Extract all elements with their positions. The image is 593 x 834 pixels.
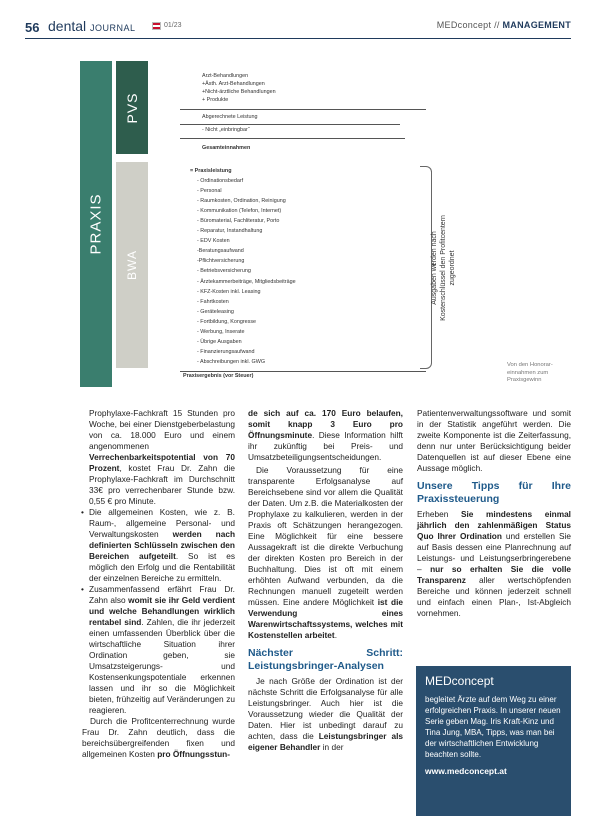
paragraph xyxy=(417,509,571,619)
website-link[interactable]: www.medconcept.at xyxy=(425,766,507,776)
pvs-item: + Produkte xyxy=(202,97,229,103)
bwa-bar xyxy=(116,162,148,368)
bwa-item: - Kommunikation (Telefon, Internet) xyxy=(197,208,282,215)
paragraph xyxy=(248,408,403,463)
divider-line xyxy=(180,138,405,139)
bwa-item: - Werbung, Inserate xyxy=(197,328,245,335)
bwa-item: - Fortbildung, Kongresse xyxy=(197,318,257,325)
section-label xyxy=(437,20,571,30)
pvs-item: +Ästh. Arzt-Behandlungen xyxy=(202,81,265,87)
austria-flag-icon xyxy=(152,22,161,30)
issue-number: 01/23 xyxy=(164,22,182,29)
text-run: . xyxy=(334,630,337,640)
bwa-item: - EDV Kosten xyxy=(197,238,230,245)
text-run-bold: werden nach definierten Schlüsseln zwischen den Bereichen aufgeteilt xyxy=(89,529,236,561)
text-run: Die allgemeinen Kosten, wie z. B. Raum-, allgemeine Personal- und Verwaltungskosten xyxy=(89,507,235,539)
bwa-item: - Personal xyxy=(197,188,222,195)
paragraph xyxy=(248,676,403,753)
text-run-bold: Leistungsbringer als eigener Behandler xyxy=(248,731,404,752)
text-run-bold: nur so erhalten Sie die volle Transparenz xyxy=(417,564,572,585)
pvs-bar xyxy=(116,61,148,154)
bwa-item: - Finanzierungsaufwand xyxy=(197,348,255,355)
gesamteinnahmen: Gesamteinnahmen xyxy=(202,145,251,151)
page-header xyxy=(0,8,593,40)
medconcept-logo: MEDconcept xyxy=(425,674,494,688)
bwa-item: - Geräteleasing xyxy=(197,308,234,315)
info-box-text: begleitet Ärzte auf dem Weg zu einer erfolgreichen Praxis. In unserer neuen Serie geben Mag. Iris Kraft-Kinz und Tina Jung, MBA, Tipps, was man bei der wirtschaftlichen Entwicklung beachten sollte. xyxy=(425,695,561,759)
text-run-bold: pro Öffnungsstun- xyxy=(157,749,230,759)
page-number: 56 xyxy=(25,20,40,35)
medconcept-info-box xyxy=(416,666,571,816)
text-run: und erstellen Sie auf Basis dessen eine Planrechnung auf Leistungs- und Leistungserbringerebene – xyxy=(417,531,571,574)
divider-line xyxy=(180,371,426,372)
divider-line xyxy=(180,124,400,125)
text-run-bold: Verrechenbarkeitspotential von 70 Prozent xyxy=(89,452,235,473)
pvs-label: PVS xyxy=(124,91,140,124)
text-run: Durch die Profitcenterrechnung wurde Frau Dr. Zahn deutlich, dass die bereichsübergreifenden fixen und allgemeinen Kosten xyxy=(82,716,235,759)
pvs-item: +Nicht-ärztliche Behandlungen xyxy=(202,89,276,95)
text-column-1 xyxy=(82,408,235,760)
bwa-label: BWA xyxy=(125,250,139,280)
text-run: in der xyxy=(320,742,344,752)
bwa-item: - Übrige Ausgaben xyxy=(197,338,242,345)
praxisergebnis: Praxisergebnis (vor Steuer) xyxy=(183,373,254,379)
text-run: Je nach Größe der Ordination ist der nächste Schritt die Erfolgsanalyse für alle Leistungsbringer. Auch hier ist die Voraussetzung wieder die Qualität der Daten. Hier ist unbedingt darauf zu achten, dass die xyxy=(248,676,403,741)
paragraph xyxy=(248,465,403,641)
text-run: , kostet Frau Dr. Zahn die Prophylaxe-Fachkraft im Durchschnitt 33€ pro verrechenbarer Stunde bzw. 0,55 € pro Minute. xyxy=(89,463,235,506)
text-run: . Diese Information hilft ihr zukünftig bei Preis- und Umsatzbeteiligungsentscheidungen. xyxy=(248,430,403,462)
bwa-item: - Betriebsversicherung xyxy=(197,268,251,275)
brand-journal: JOURNAL xyxy=(90,23,136,33)
bwa-item: - Büromaterial, Fachliteratur, Porto xyxy=(197,218,280,225)
bwa-item: - Raumkosten, Ordination, Reinigung xyxy=(197,198,286,205)
section-name: MANAGEMENT xyxy=(502,20,571,30)
text-run: Zusammenfassend erfährt Frau Dr. Zahn also xyxy=(89,584,235,605)
profitcenter-diagram xyxy=(80,58,510,388)
paragraph xyxy=(417,408,571,474)
text-column-3 xyxy=(417,408,571,619)
brand-light: dental xyxy=(48,18,87,34)
bwa-note: Ausgaben werden nach Kostenschlüssel den Profitcentern zugeordnet xyxy=(431,215,456,321)
bwa-item: -Beratungsaufwand xyxy=(197,248,244,255)
bwa-item: - Ordinationsbedarf xyxy=(197,178,244,184)
header-rule xyxy=(25,38,571,39)
divider-line xyxy=(180,109,426,110)
bwa-item: - Ärztekammerbeiträge, Mitgliedsbeiträge xyxy=(197,278,296,285)
text-run: aller wertschöpfenden Bereiche und können jederzeit schnell und einfach einen Plan-, Ist-Abgleich vornehmen. xyxy=(417,575,571,618)
praxis-bar xyxy=(80,61,112,387)
bwa-item: - Abschreibungen inkl. GWG xyxy=(197,358,266,365)
nicht-einbringbar: - Nicht „einbringbar“ xyxy=(202,127,250,133)
section-heading: Nächster Schritt: Leistungsbringer-Analysen xyxy=(248,647,403,672)
section-heading: Unsere Tipps für Ihre Praxissteuerung xyxy=(417,480,571,505)
text-run-bold: ist die Verwendung eines Warenwirtschaftssystems, welches mit Kostenstellen arbeitet xyxy=(248,597,403,640)
text-run: Erheben xyxy=(417,509,461,519)
text-run: Patientenverwaltungssoftware und somit in der Statistik angeführt werden. Die zweite Komponente ist die Zeiterfassung, denn nur unter Berücksichtigung beider Datenquellen ist auf dieser Ebene eine Aussage möglich. xyxy=(417,408,571,473)
text-run: Die Voraussetzung für eine transparente Erfolgsanalyse auf Bereichsebene sind vor allem die Qualität der Daten. Um z.B. die Materialkosten der Prophylaxe zu kalkulieren, werden in der Praxis oft Schätzungen herangezogen. Eine Möglichkeit für eine bessere Aussagekraft ist die direkte Verbuchung der direkten Kosten pro Bereich in der Buchhaltung. Dies ist oft mit einem erhöhten Aufwand verbunden, da die Rechnungen manuell zugeteilt werden müssen. Eine andere Möglichkeit xyxy=(248,465,403,607)
text-run: Prophylaxe-Fachkraft 15 Stunden pro Woche, bei einer Dienstgeberbelastung von ca. 18.000 Euro und einem angenommenen xyxy=(89,408,235,451)
praxisleistung: = Praxisleistung xyxy=(190,168,232,174)
text-run-bold: womit sie ihr Geld verdient und welche Behandlungen wirklich rentabel sind xyxy=(89,595,235,627)
bwa-item: - KFZ-Kosten inkl. Leasing xyxy=(197,288,261,295)
section-prefix: MEDconcept // xyxy=(436,20,500,30)
bwa-item: - Fahrtkosten xyxy=(197,298,229,305)
bwa-item: -Pflichtversicherung xyxy=(197,258,245,265)
abgerechnete-leistung: Abgerechnete Leistung xyxy=(202,114,258,120)
journal-brand xyxy=(48,18,136,34)
bullet-item xyxy=(82,584,235,716)
diagram-caption: Von den Honorar-einnahmen zum Praxisgewinn xyxy=(507,362,553,383)
text-run: . So ist es möglich den Erfolg und die Rentabilität der einzelnen Bereiche zu ermitteln. xyxy=(89,551,235,583)
paragraph xyxy=(82,408,235,507)
praxis-label: PRAXIS xyxy=(87,193,105,255)
paragraph xyxy=(82,716,235,760)
text-run-bold: de sich auf ca. 170 Euro belaufen, somit knapp 3 Euro pro Öffnungsminute xyxy=(248,408,403,440)
bwa-item: - Reparatur, Instandhaltung xyxy=(197,228,263,235)
text-column-2 xyxy=(248,408,403,753)
text-run: . Zahlen, die ihr jederzeit einen umfassenden Überblick über die wirtschaftliche Situation ihrer Ordination geben, sie Umsatzsteigerungs- und Kostensenkungspotentiale erkennen lassen und ihr so die Möglichkeit bieten, frühzeitig auf Veränderungen zu reagieren. xyxy=(89,617,235,715)
bullet-item xyxy=(82,507,235,584)
pvs-item: Arzt-Behandlungen xyxy=(202,73,249,79)
text-run-bold: Sie mindestens einmal jährlich den zahlenmäßigen Status Quo Ihrer Ordination xyxy=(417,509,571,541)
